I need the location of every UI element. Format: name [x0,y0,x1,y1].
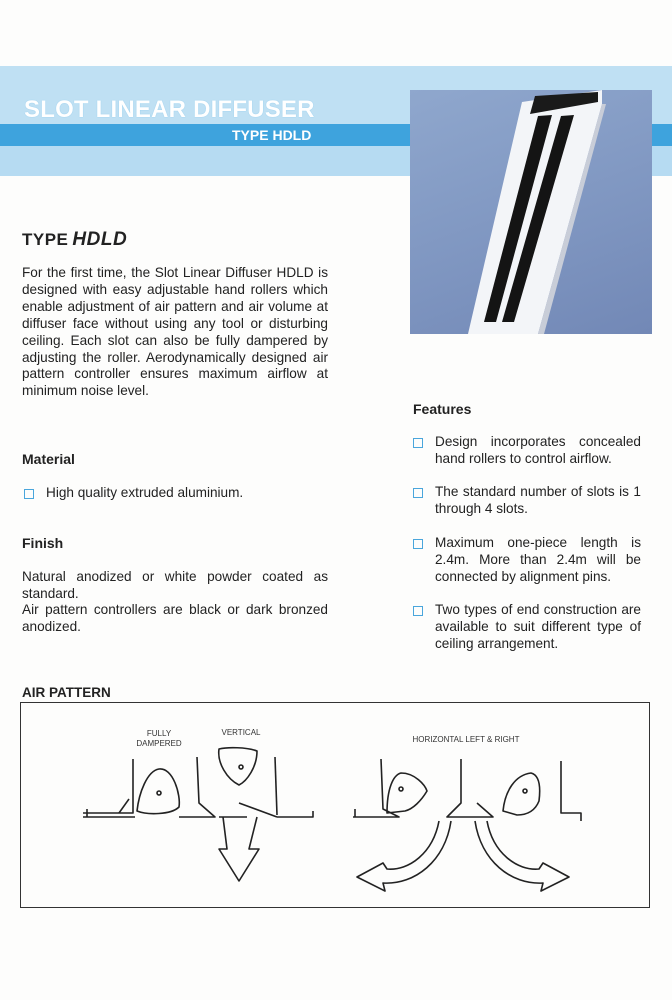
product-heading [22,229,127,251]
air-pattern-drawing [21,703,649,907]
checkbox-bullet-icon [413,539,423,549]
intro-paragraph: For the first time, the Slot Linear Diffuser HDLD is designed with easy adjustable hand rollers which enable adjustment of air pattern and air volume at diffuser face without using any tool or disturbing ceiling. Each slot can also be fully dampered by adjusting the roller. Aerodynamically designed air pattern controller ensures maximum airflow at minimum noise level. [22,265,328,399]
finish-line-2: Air pattern controllers are black or dark bronzed anodized. [22,602,328,634]
feature-item [413,602,641,653]
finish-heading: Finish [22,535,64,551]
feature-item-text: Design incorporates concealed hand rollers to control airflow. [435,434,641,466]
checkbox-bullet-icon [24,489,34,499]
checkbox-bullet-icon [413,606,423,616]
label-horizontal: HORIZONTAL LEFT & RIGHT [412,735,520,744]
checkbox-bullet-icon [413,438,423,448]
label-dampered: DAMPERED [136,739,182,748]
page-subtitle: TYPE HDLD [232,127,312,143]
feature-item [413,484,641,518]
air-pattern-diagram [20,702,650,908]
feature-item [413,434,641,468]
features-heading: Features [413,401,472,417]
air-pattern-heading: AIR PATTERN [22,685,111,700]
product-photo [410,90,652,334]
page-title: SLOT LINEAR DIFFUSER [24,96,315,123]
material-item-text: High quality extruded aluminium. [46,485,244,500]
diffuser-image [410,90,652,334]
material-item [24,485,324,502]
material-heading: Material [22,451,75,467]
feature-item [413,535,641,586]
label-fully: FULLY [146,729,172,738]
label-vertical: VERTICAL [221,728,261,737]
heading-prefix: TYPE [22,230,69,249]
checkbox-bullet-icon [413,488,423,498]
feature-item-text: Two types of end construction are available to suit different type of ceiling arrangement. [435,602,641,651]
heading-model: HDLD [72,229,128,250]
feature-item-text: Maximum one-piece length is 2.4m. More than 2.4m will be connected by alignment pins. [435,535,641,584]
feature-item-text: The standard number of slots is 1 through 4 slots. [435,484,641,516]
finish-line-1: Natural anodized or white powder coated as standard. [22,569,328,601]
